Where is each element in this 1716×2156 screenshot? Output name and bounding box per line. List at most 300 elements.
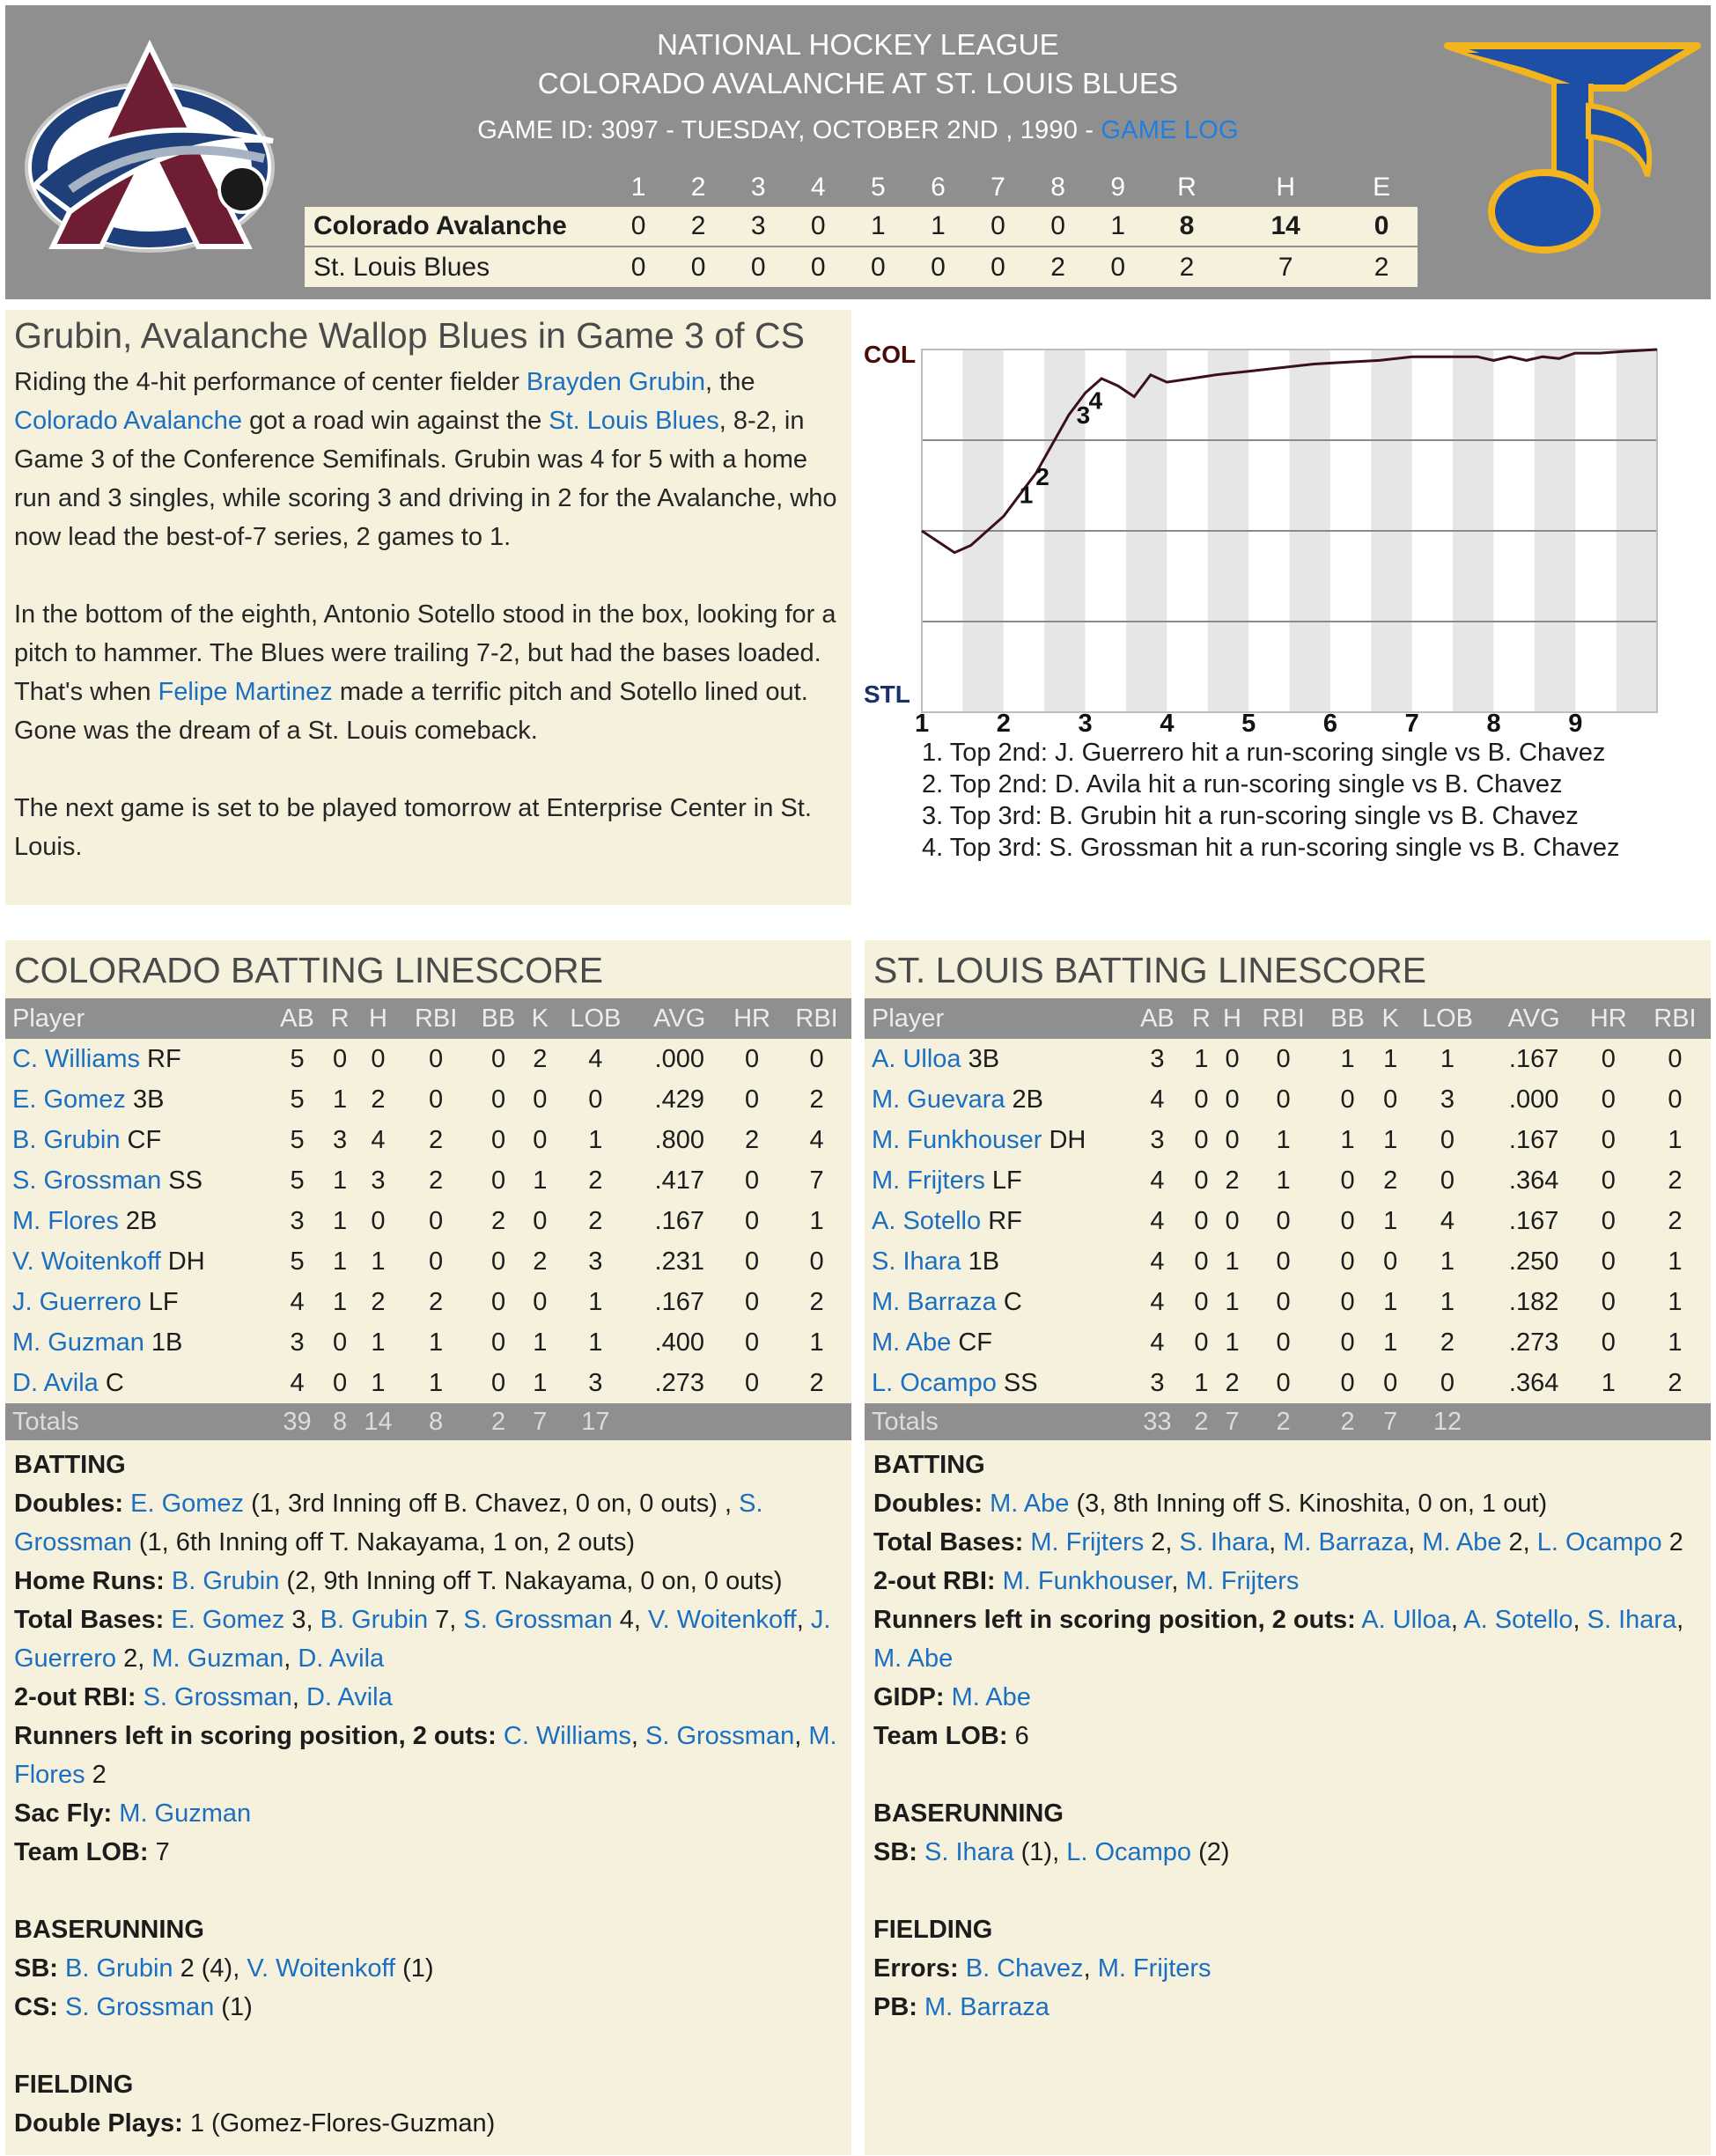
player-link[interactable]: S. Grossman <box>645 1722 795 1750</box>
stat-cell: 2 <box>429 1287 444 1316</box>
game-id-date: GAME ID: 3097 - TUESDAY, OCTOBER 2ND , 1990 - <box>477 116 1101 144</box>
stat-cell: 2 <box>809 1368 824 1397</box>
player-link[interactable]: M. Flores <box>14 1722 837 1789</box>
player-link[interactable]: S. Ihara <box>924 1838 1014 1866</box>
stat-cell: 2 <box>1668 1206 1683 1235</box>
win-probability-chart <box>859 310 1711 905</box>
caught-stealing-line <box>14 1988 843 2027</box>
player-link[interactable]: A. Sotello <box>1463 1606 1573 1634</box>
stat-cell: 1 <box>1601 1368 1616 1397</box>
stat-cell: 1 <box>1276 1125 1291 1154</box>
stat-cell: 4 <box>290 1287 305 1316</box>
stat-cell: 1 <box>333 1287 348 1316</box>
stat-cell: 0 <box>1340 1287 1355 1316</box>
game-linescore <box>305 169 1418 287</box>
inning-header: 5 <box>871 172 886 202</box>
stat-cell: 4 <box>1150 1206 1165 1235</box>
player-link[interactable]: M. Guzman <box>119 1799 252 1828</box>
stat-cell: 5 <box>290 1085 305 1114</box>
note-label: Team LOB: <box>873 1722 1008 1750</box>
team-name: Colorado Avalanche <box>305 206 608 247</box>
recap-text: Riding the 4-hit performance of center fielder <box>14 368 527 396</box>
team-lob-line <box>14 1833 843 1872</box>
note-text: 2, <box>1144 1528 1180 1556</box>
stat-cell: .800 <box>654 1125 704 1154</box>
player-link[interactable]: D. Avila <box>12 1368 99 1397</box>
stat-cell: 7 <box>809 1166 824 1195</box>
stat-cell: 3 <box>1150 1125 1165 1154</box>
stat-cell: 0 <box>490 1044 506 1073</box>
player-link[interactable]: B. Grubin <box>12 1125 121 1154</box>
totals-cell: 33 <box>1129 1403 1186 1440</box>
totals-cell <box>1639 1403 1711 1440</box>
stat-cell: 0 <box>1601 1085 1616 1114</box>
stat-cell: 0 <box>429 1085 444 1114</box>
stat-cell: 0 <box>533 1287 548 1316</box>
player-link[interactable]: S. Ihara <box>1587 1606 1677 1634</box>
player-link[interactable]: V. Woitenkoff <box>247 1954 396 1983</box>
stat-cell: 1 <box>1440 1287 1455 1316</box>
recap-paragraph-3: The next game is set to be played tomorrow at Enterprise Center in St. Louis. <box>14 794 812 861</box>
stat-cell: 3 <box>333 1125 348 1154</box>
table-row <box>865 1160 1711 1201</box>
stat-cell: 0 <box>1194 1328 1209 1357</box>
stat-cell: 4 <box>1440 1206 1455 1235</box>
stlouis-batting-rows <box>865 1039 1711 1440</box>
stat-cell: 4 <box>1150 1287 1165 1316</box>
stat-cell: .167 <box>654 1206 704 1235</box>
stat-cell: 0 <box>1383 1368 1398 1397</box>
totals-cell: 8 <box>401 1403 471 1440</box>
chart-notes <box>922 737 1620 864</box>
stat-cell: 2 <box>429 1125 444 1154</box>
stat-cell: 4 <box>588 1044 603 1073</box>
note-text: , <box>1450 1606 1464 1634</box>
player-link[interactable]: S. Ihara <box>1179 1528 1270 1556</box>
recap-text: In the bottom of the eighth, Antonio Sotello stood in the box, looking for a pitch to hammer. The Blues were trailing 7-2, but had the bases loaded. That's when <box>14 600 836 706</box>
recap-paragraph-1 <box>14 363 843 556</box>
inning-header: 6 <box>931 172 946 202</box>
player-link[interactable]: J. Guerrero <box>14 1606 831 1673</box>
player-link[interactable]: A. Ulloa <box>872 1044 961 1073</box>
stat-cell: 1 <box>1668 1125 1683 1154</box>
stat-cell: 0 <box>1276 1368 1291 1397</box>
player-link[interactable]: M. Funkhouser <box>872 1125 1042 1154</box>
doubles-line <box>873 1484 1702 1523</box>
note-label: 2-out RBI: <box>873 1567 996 1595</box>
stat-cell: 4 <box>1150 1328 1165 1357</box>
player-link[interactable]: V. Woitenkoff <box>12 1247 161 1276</box>
inning-score: 0 <box>788 206 848 247</box>
player-link[interactable]: M. Barraza <box>1283 1528 1409 1556</box>
runs-header: R <box>1177 172 1197 202</box>
inning-score: 0 <box>668 247 728 287</box>
player-link[interactable]: A. Ulloa <box>1361 1606 1451 1634</box>
recap-text: , the <box>705 368 755 396</box>
recap-text: got a road win against the <box>242 407 549 435</box>
stolen-bases-line <box>14 1949 843 1988</box>
stat-cell: 1 <box>1276 1166 1291 1195</box>
totals-cell: 2 <box>1186 1403 1217 1440</box>
note-label: SB: <box>873 1838 917 1866</box>
matchup-title: COLORADO AVALANCHE AT ST. LOUIS BLUES <box>537 67 1179 99</box>
stat-cell: 0 <box>333 1368 348 1397</box>
stat-cell: .364 <box>1508 1166 1559 1195</box>
player-position: RF <box>140 1044 181 1073</box>
stat-cell: 2 <box>533 1247 548 1276</box>
st-louis-blues-logo <box>1440 35 1705 264</box>
batting-table-header <box>5 998 851 1039</box>
game-header <box>5 5 1711 299</box>
stat-cell: 0 <box>490 1085 506 1114</box>
team-runs: 2 <box>1148 247 1226 287</box>
stat-cell: 0 <box>744 1287 760 1316</box>
stat-cell: 0 <box>533 1085 548 1114</box>
player-cell <box>5 1039 269 1079</box>
note-label: SB: <box>14 1954 58 1983</box>
table-row <box>5 1322 851 1363</box>
rlisp-line <box>14 1717 843 1794</box>
note-text: , <box>1269 1528 1284 1556</box>
passed-balls-line <box>873 1988 1702 2027</box>
league-name: NATIONAL HOCKEY LEAGUE <box>657 28 1059 61</box>
stat-cell: 1 <box>371 1247 386 1276</box>
player-link[interactable]: D. Avila <box>306 1683 393 1711</box>
player-link[interactable]: M. Guevara <box>872 1085 1005 1114</box>
stat-cell: 2 <box>429 1166 444 1195</box>
team-link-st-louis-blues[interactable]: St. Louis Blues <box>549 407 719 435</box>
player-cell <box>865 1363 1129 1403</box>
home-runs-line <box>14 1562 843 1600</box>
stat-cell: 0 <box>333 1044 348 1073</box>
stat-cell: 1 <box>1440 1247 1455 1276</box>
player-link[interactable]: B. Grubin <box>65 1954 173 1983</box>
stat-cell: 0 <box>1225 1044 1240 1073</box>
totals-cell: 7 <box>1217 1403 1248 1440</box>
player-link[interactable]: S. Grossman <box>143 1683 292 1711</box>
player-link[interactable]: S. Grossman <box>14 1490 763 1556</box>
stat-cell: 1 <box>1440 1044 1455 1073</box>
col-header: Player <box>865 998 1129 1039</box>
player-link[interactable]: S. Grossman <box>12 1166 162 1195</box>
team-errors: 0 <box>1345 206 1418 247</box>
player-link[interactable]: M. Guzman <box>151 1645 284 1673</box>
col-header: Player <box>5 998 269 1039</box>
player-link[interactable]: E. Gomez <box>12 1085 126 1114</box>
player-link[interactable]: S. Grossman <box>65 1993 215 2021</box>
chart-note: 3. Top 3rd: B. Grubin hit a run-scoring single vs B. Chavez <box>922 802 1579 830</box>
totals-cell: 39 <box>269 1403 325 1440</box>
player-cell <box>865 1079 1129 1120</box>
col-header: RBI <box>1639 998 1711 1039</box>
team-link-colorado-avalanche[interactable]: Colorado Avalanche <box>14 407 243 435</box>
player-link[interactable]: C. Williams <box>503 1722 631 1750</box>
inning-header: 4 <box>810 172 826 202</box>
stat-cell: 1 <box>533 1166 548 1195</box>
player-link[interactable]: E. Gomez <box>171 1606 285 1634</box>
inning-score: 0 <box>968 206 1027 247</box>
stat-cell: 1 <box>1340 1044 1355 1073</box>
totals-row <box>5 1403 851 1440</box>
note-text: , <box>796 1606 811 1634</box>
player-position: 1B <box>961 1247 1000 1276</box>
col-header: LOB <box>554 998 637 1039</box>
totals-label: Totals <box>865 1403 1129 1440</box>
top-team-label: COL <box>864 341 917 368</box>
player-link-brayden-grubin[interactable]: Brayden Grubin <box>526 368 706 396</box>
note-text: , <box>794 1722 809 1750</box>
stat-cell: 2 <box>588 1206 603 1235</box>
note-text: 7, <box>428 1606 464 1634</box>
inning-score: 0 <box>728 247 788 287</box>
table-row <box>865 1039 1711 1079</box>
colorado-notes <box>5 1440 851 2143</box>
stat-cell: 1 <box>1383 1125 1398 1154</box>
table-row <box>865 1120 1711 1160</box>
colorado-batting-title: COLORADO BATTING LINESCORE <box>14 950 604 990</box>
stat-cell: .417 <box>654 1166 704 1195</box>
recap-text: made a terrific pitch and Sotello lined out. Gone was the dream of a St. Louis comeback. <box>14 678 808 745</box>
player-link[interactable]: M. Abe <box>872 1328 952 1357</box>
note-text: , <box>284 1645 298 1673</box>
recap-headline: Grubin, Avalanche Wallop Blues in Game 3 of CS <box>14 315 805 356</box>
stat-cell: 0 <box>744 1247 760 1276</box>
stat-cell: 1 <box>1340 1125 1355 1154</box>
team-errors: 2 <box>1345 247 1418 287</box>
stat-cell: 0 <box>533 1125 548 1154</box>
stat-cell: 0 <box>1276 1247 1291 1276</box>
player-position: C <box>98 1368 124 1397</box>
note-label: Total Bases: <box>873 1528 1024 1556</box>
player-link[interactable]: M. Frijters <box>1030 1528 1145 1556</box>
stat-cell: 2 <box>371 1085 386 1114</box>
stat-cell: 3 <box>1150 1368 1165 1397</box>
player-link[interactable]: B. Grubin <box>171 1567 280 1595</box>
chart-note: 2. Top 2nd: D. Avila hit a run-scoring single vs B. Chavez <box>922 770 1563 798</box>
table-row <box>865 1079 1711 1120</box>
note-label: GIDP: <box>873 1683 945 1711</box>
colorado-batting-rows <box>5 1039 851 1440</box>
player-link[interactable]: V. Woitenkoff <box>647 1606 797 1634</box>
player-link[interactable]: A. Sotello <box>872 1206 982 1235</box>
table-row <box>865 1201 1711 1241</box>
section-header: BASERUNNING <box>14 1916 204 1944</box>
stat-cell: 0 <box>371 1044 386 1073</box>
table-row <box>5 1201 851 1241</box>
player-cell <box>865 1241 1129 1282</box>
stat-cell: 4 <box>371 1125 386 1154</box>
stat-cell: 1 <box>588 1125 603 1154</box>
note-text: (3, 8th Inning off S. Kinoshita, 0 on, 1 out) <box>1069 1490 1548 1518</box>
errors-line <box>873 1949 1702 1988</box>
stat-cell: .429 <box>654 1085 704 1114</box>
stat-cell: 2 <box>371 1287 386 1316</box>
note-text: , <box>1676 1606 1684 1634</box>
inning-score: 0 <box>848 247 908 287</box>
stat-cell: 0 <box>1340 1328 1355 1357</box>
stat-cell: 0 <box>744 1328 760 1357</box>
inning-tick-label: 4 <box>1160 710 1175 732</box>
stat-cell: 2 <box>1668 1368 1683 1397</box>
player-cell <box>5 1363 269 1403</box>
player-link[interactable]: M. Frijters <box>1097 1954 1212 1983</box>
table-row <box>5 1039 851 1079</box>
totals-cell: 2 <box>1319 1403 1376 1440</box>
totals-label: Totals <box>5 1403 269 1440</box>
player-cell <box>5 1322 269 1363</box>
player-position: 3B <box>125 1085 165 1114</box>
player-position: LF <box>141 1287 179 1316</box>
note-text: (2) <box>1191 1838 1230 1866</box>
note-label: Runners left in scoring position, 2 outs: <box>873 1606 1356 1634</box>
stat-cell: 1 <box>429 1368 444 1397</box>
stat-cell: 4 <box>809 1125 824 1154</box>
stat-cell: 1 <box>1383 1044 1398 1073</box>
stat-cell: 2 <box>490 1206 506 1235</box>
player-link[interactable]: M. Frijters <box>1185 1567 1300 1595</box>
stat-cell: 0 <box>1601 1206 1616 1235</box>
stat-cell: 0 <box>490 1166 506 1195</box>
stat-cell: .364 <box>1508 1368 1559 1397</box>
note-text: , <box>1572 1606 1587 1634</box>
col-header: H <box>1217 998 1248 1039</box>
stat-cell: 1 <box>588 1328 603 1357</box>
two-out-rbi-line <box>873 1562 1702 1600</box>
player-position: CF <box>951 1328 992 1357</box>
stlouis-batting-title: ST. LOUIS BATTING LINESCORE <box>873 950 1427 990</box>
col-header: R <box>1186 998 1217 1039</box>
stat-cell: 1 <box>1668 1287 1683 1316</box>
section-header: FIELDING <box>873 1916 993 1944</box>
player-link[interactable]: M. Flores <box>12 1206 119 1235</box>
stat-cell: 0 <box>1276 1206 1291 1235</box>
stat-cell: 1 <box>1383 1328 1398 1357</box>
col-header: BB <box>471 998 527 1039</box>
note-text: , <box>291 1683 306 1711</box>
stat-cell: 1 <box>1194 1044 1209 1073</box>
player-link[interactable]: S. Ihara <box>872 1247 961 1276</box>
inning-tick-label: 6 <box>1322 710 1338 732</box>
player-link[interactable]: B. Chavez <box>965 1954 1084 1983</box>
player-link[interactable]: S. Grossman <box>463 1606 613 1634</box>
inning-tick-label: 2 <box>996 710 1011 732</box>
total-bases-line <box>873 1523 1702 1562</box>
stat-cell: 3 <box>371 1166 386 1195</box>
stat-cell: 0 <box>371 1206 386 1235</box>
stat-cell: 4 <box>1150 1247 1165 1276</box>
player-link[interactable]: D. Avila <box>298 1645 385 1673</box>
player-link[interactable]: C. Williams <box>12 1044 140 1073</box>
stat-cell: 1 <box>1225 1247 1240 1276</box>
player-link[interactable]: M. Abe <box>951 1683 1031 1711</box>
stlouis-batting-panel <box>865 940 1711 2155</box>
linescore-row-colorado <box>305 206 1418 247</box>
note-label: Total Bases: <box>14 1606 165 1634</box>
table-row <box>865 1363 1711 1403</box>
player-link[interactable]: M. Guzman <box>12 1328 144 1357</box>
stat-cell: 2 <box>1383 1166 1398 1195</box>
stat-cell: 1 <box>1668 1247 1683 1276</box>
player-cell <box>5 1241 269 1282</box>
inning-score: 0 <box>968 247 1027 287</box>
player-link[interactable]: J. Guerrero <box>12 1287 142 1316</box>
stat-cell: 0 <box>809 1044 824 1073</box>
stat-cell: 0 <box>1601 1166 1616 1195</box>
player-link[interactable]: B. Grubin <box>320 1606 429 1634</box>
inning-score: 2 <box>1028 247 1088 287</box>
inning-score: 0 <box>608 247 668 287</box>
player-link[interactable]: M. Frijters <box>872 1166 985 1195</box>
stat-cell: 0 <box>1225 1085 1240 1114</box>
win-probability-plot <box>859 310 1711 732</box>
player-link[interactable]: E. Gomez <box>130 1490 245 1518</box>
stat-cell: 1 <box>333 1206 348 1235</box>
stat-cell: 0 <box>490 1328 506 1357</box>
player-link[interactable]: M. Abe <box>873 1645 954 1673</box>
stat-cell: 0 <box>1383 1247 1398 1276</box>
player-link-felipe-martinez[interactable]: Felipe Martinez <box>158 678 333 706</box>
player-link[interactable]: M. Abe <box>990 1490 1070 1518</box>
player-link[interactable]: M. Abe <box>1422 1528 1502 1556</box>
note-text: (2, 9th Inning off T. Nakayama, 0 on, 0 outs) <box>279 1567 783 1595</box>
note-text: 2, <box>1501 1528 1537 1556</box>
stat-cell: 1 <box>333 1166 348 1195</box>
col-header: H <box>355 998 401 1039</box>
stat-cell: 0 <box>1440 1125 1455 1154</box>
stat-cell: 0 <box>1194 1125 1209 1154</box>
player-link[interactable]: M. Barraza <box>872 1287 997 1316</box>
player-position: 3B <box>961 1044 1000 1073</box>
note-text: 2 (4), <box>173 1954 247 1983</box>
player-position: 1B <box>144 1328 183 1357</box>
stat-cell: 1 <box>1383 1206 1398 1235</box>
stat-cell: 1 <box>533 1328 548 1357</box>
stat-cell: 0 <box>490 1287 506 1316</box>
stat-cell: 0 <box>1194 1085 1209 1114</box>
player-link[interactable]: L. Ocampo <box>872 1368 997 1397</box>
inning-score: 1 <box>908 206 968 247</box>
col-header: RBI <box>1248 998 1319 1039</box>
player-link[interactable]: L. Ocampo <box>1536 1528 1662 1556</box>
section-header: BATTING <box>873 1451 985 1479</box>
player-link[interactable]: L. Ocampo <box>1066 1838 1192 1866</box>
player-position: CF <box>120 1125 162 1154</box>
player-link[interactable]: M. Barraza <box>924 1993 1049 2021</box>
batting-table-header <box>865 998 1711 1039</box>
totals-cell <box>637 1403 722 1440</box>
stat-cell: .167 <box>654 1287 704 1316</box>
linescore-row-stlouis <box>305 247 1418 287</box>
section-header: BASERUNNING <box>873 1799 1064 1828</box>
recap-text: , 8-2, in Game 3 of the Conference Semifinals. Grubin was 4 for 5 with a home run and 3 singles, while scoring 3 and driving in 2 for the Avalanche, who now lead the best-of-7 series, 2 games to 1. <box>14 407 837 551</box>
stat-cell: 1 <box>371 1368 386 1397</box>
errors-header: E <box>1373 172 1391 202</box>
game-log-link[interactable]: GAME LOG <box>1101 116 1239 144</box>
stat-cell: .273 <box>654 1368 704 1397</box>
stat-cell: 1 <box>809 1328 824 1357</box>
note-text: (1) <box>214 1993 253 2021</box>
stat-cell: .167 <box>1508 1125 1559 1154</box>
col-header: HR <box>722 998 782 1039</box>
stat-cell: 4 <box>1150 1085 1165 1114</box>
totals-cell <box>782 1403 851 1440</box>
event-marker: 1 <box>1019 481 1034 509</box>
player-link[interactable]: M. Funkhouser <box>1002 1567 1172 1595</box>
table-row <box>865 1241 1711 1282</box>
player-cell <box>865 1322 1129 1363</box>
stat-cell: 0 <box>1194 1247 1209 1276</box>
note-text: , <box>1408 1528 1423 1556</box>
